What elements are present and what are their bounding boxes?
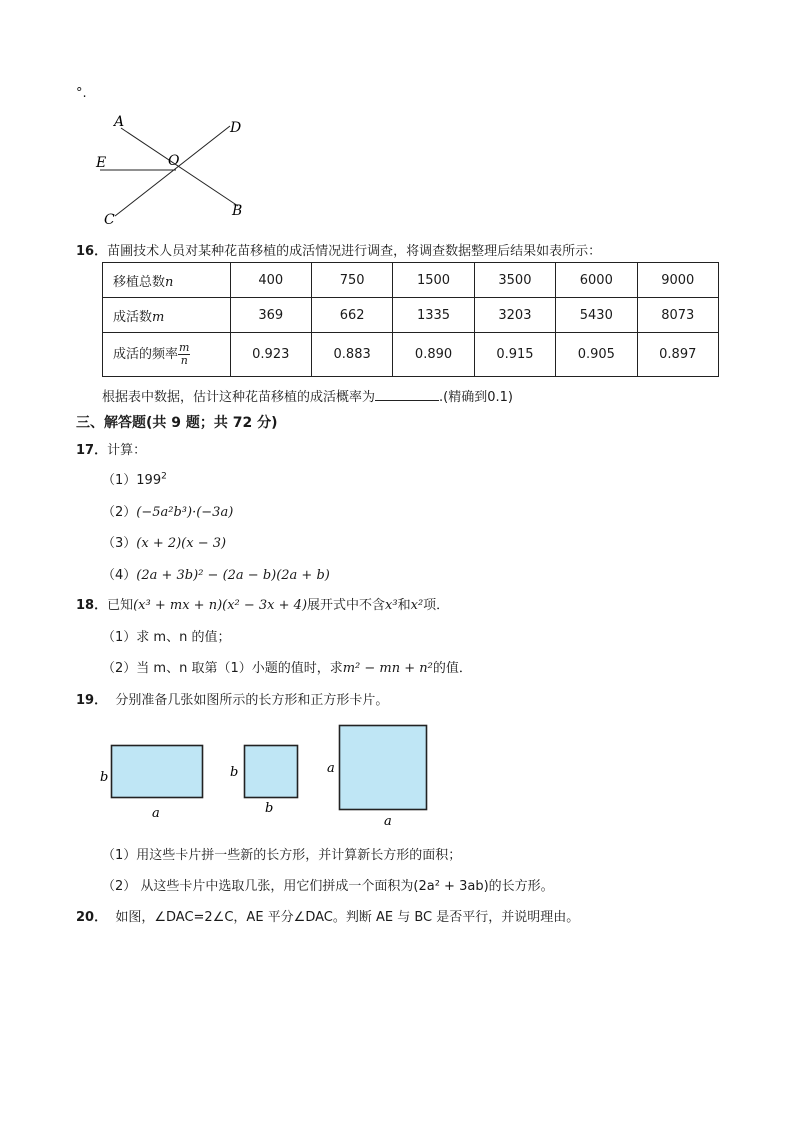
question-text: 苗圃技术人员对某种花苗移植的成活情况进行调查，将调查数据整理后结果如表所示： bbox=[107, 244, 602, 259]
table-row bbox=[103, 263, 719, 298]
row-header: 成活的频率 $\frac{m}{n}$ bbox=[103, 333, 231, 377]
rectangle-card bbox=[112, 746, 203, 798]
table-row bbox=[103, 298, 719, 333]
label-D: D bbox=[230, 120, 242, 136]
q17-item-2: （2）(−5a²b³)·(−3a) bbox=[102, 505, 234, 520]
label-C: C bbox=[104, 212, 115, 228]
q17-item-3: （3）(x + 2)(x − 3) bbox=[102, 536, 227, 551]
rect-side-label: b bbox=[100, 770, 109, 785]
table-cell: 9000 bbox=[637, 263, 718, 298]
intersecting-lines-figure bbox=[90, 108, 260, 228]
line-AB bbox=[121, 128, 238, 206]
row-header: 移植总数n bbox=[103, 263, 231, 298]
cards-figure bbox=[96, 720, 441, 830]
table-cell: 0.905 bbox=[556, 333, 637, 377]
table-cell: 0.890 bbox=[393, 333, 474, 377]
table-cell: 0.883 bbox=[311, 333, 392, 377]
q18-item-2: （2）当 m、n 取第（1）小题的值时，求m² − mn + n²的值． bbox=[102, 661, 472, 676]
q18-item-1: （1）求 m、n 的值； bbox=[102, 630, 231, 645]
label-E: E bbox=[96, 155, 107, 171]
table-cell: 369 bbox=[230, 298, 311, 333]
rect-bottom-label: a bbox=[152, 806, 160, 821]
line-DC bbox=[115, 126, 230, 216]
big-bottom-label: a bbox=[384, 814, 392, 829]
table-cell: 1500 bbox=[393, 263, 474, 298]
small-square-card bbox=[245, 746, 298, 798]
table-cell: 8073 bbox=[637, 298, 718, 333]
q19-item-2: （2） 从这些卡片中选取几张，用它们拼成一个面积为(2a² + 3ab)的长方形。 bbox=[102, 879, 554, 894]
question-18: 18．已知(x³ + mx + n)(x² − 3x + 4)展开式中不含x³和x²项． bbox=[76, 598, 450, 613]
big-side-label: a bbox=[327, 761, 335, 776]
table-cell: 3500 bbox=[474, 263, 555, 298]
q17-item-1: $(1)199^2$ bbox=[102, 471, 167, 488]
question-16-followup: 根据表中数据，估计这种花苗移植的成活概率为 .(精确到0.1) bbox=[102, 390, 513, 405]
q17-item-4: （4）(2a + 3b)² − (2a − b)(2a + b) bbox=[102, 568, 330, 583]
survival-table bbox=[102, 262, 719, 377]
q19-item-1: （1）用这些卡片拼一些新的长方形，并计算新长方形的面积； bbox=[102, 848, 462, 863]
table-row bbox=[103, 333, 719, 377]
label-O: O bbox=[168, 153, 180, 169]
table-cell: 5430 bbox=[556, 298, 637, 333]
question-20: 20． 如图，∠DAC=2∠C，AE 平分∠DAC。判断 AE 与 BC 是否平行，并说明理由。 bbox=[76, 910, 580, 925]
answer-blank[interactable] bbox=[375, 388, 439, 401]
table-cell: 750 bbox=[311, 263, 392, 298]
table-cell: 1335 bbox=[393, 298, 474, 333]
table-cell: 0.897 bbox=[637, 333, 718, 377]
table-cell: 0.915 bbox=[474, 333, 555, 377]
question-19: 19． 分别准备几张如图所示的长方形和正方形卡片。 bbox=[76, 693, 389, 708]
table-cell: 6000 bbox=[556, 263, 637, 298]
table-cell: 400 bbox=[230, 263, 311, 298]
section-heading: 三、解答题(共 9 题；共 72 分) bbox=[76, 415, 278, 431]
fraction-m-over-n: $\frac{m}{n}$ bbox=[179, 341, 190, 367]
large-square-card bbox=[340, 726, 427, 810]
small-bottom-label: b bbox=[265, 801, 274, 816]
small-side-label: b bbox=[230, 765, 239, 780]
question-16 bbox=[76, 240, 601, 259]
row-header: 成活数m bbox=[103, 298, 231, 333]
table-cell: 3203 bbox=[474, 298, 555, 333]
label-B: B bbox=[232, 203, 243, 219]
table-cell: 662 bbox=[311, 298, 392, 333]
question-number: 16． bbox=[76, 244, 108, 259]
previous-question-fragment: °. bbox=[76, 86, 87, 101]
question-17: 17．计算： bbox=[76, 443, 147, 458]
label-A: A bbox=[114, 114, 125, 130]
table-cell: 0.923 bbox=[230, 333, 311, 377]
